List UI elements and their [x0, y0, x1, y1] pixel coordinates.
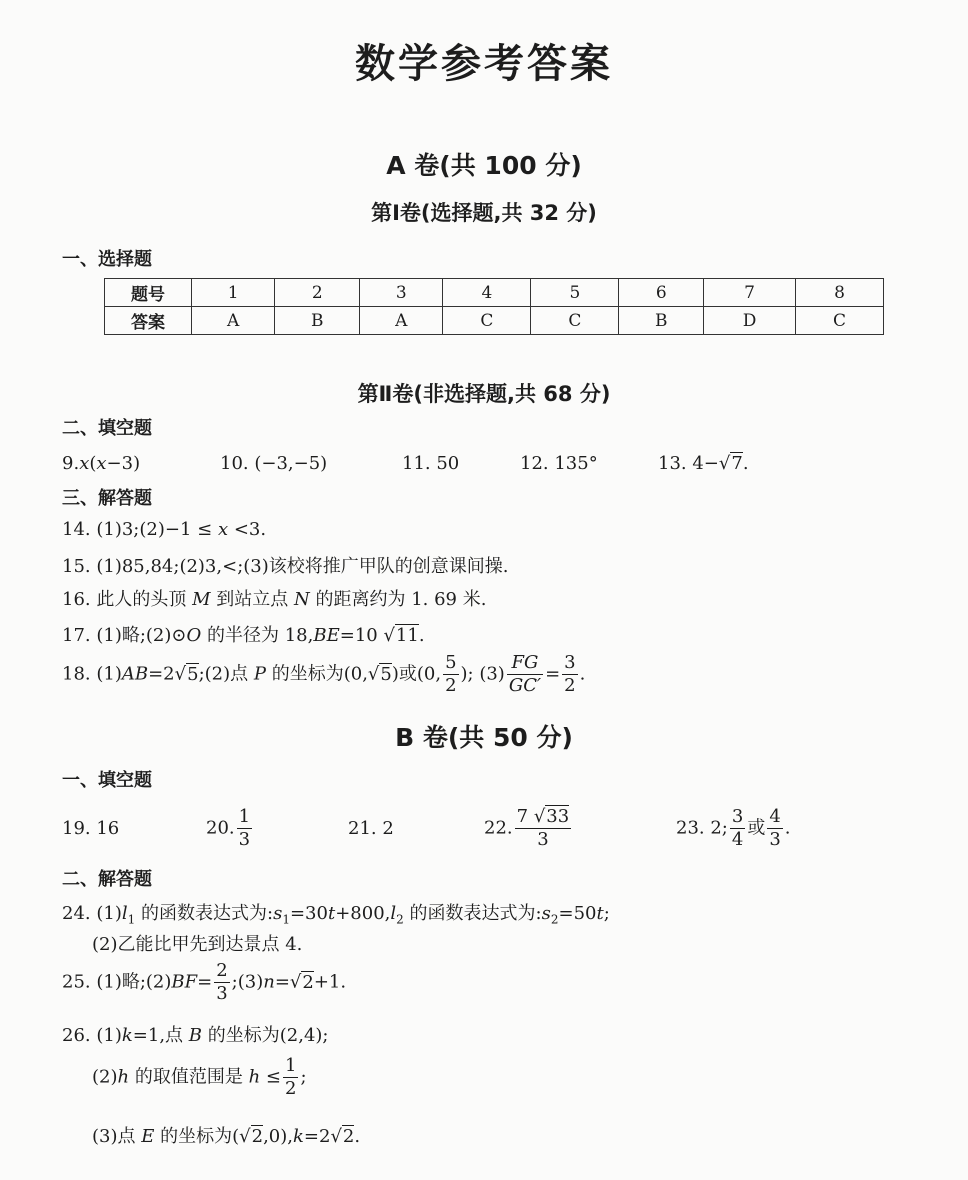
fraction: $\frac{2}{3}$ [216, 960, 228, 1004]
answer-13: 13. 4−√7. [658, 453, 749, 474]
answer-24: 24. $(1)l_1$ 的函数表达式为$:s_1=30t+800,l_2$ 的函数表达式为$:s_2=50t$; [62, 903, 610, 927]
section-b-title: B 卷(共 50 分) [395, 723, 573, 752]
table-header-cell: 题号 [105, 279, 192, 307]
choice-section-heading: 一、选择题 [62, 249, 152, 270]
table-cell: 7 [704, 279, 796, 307]
part-1-title: 第Ⅰ卷(选择题,共 32 分) [371, 201, 597, 225]
table-cell: 5 [531, 279, 619, 307]
table-cell: 4 [443, 279, 531, 307]
table-row [105, 279, 884, 307]
answer-21: 21. 2 [348, 818, 394, 839]
answer-25: 25. (1)略;(2)BF= $\frac{2}{3}$ ;(3)n=√2+1. [62, 960, 347, 1004]
table-cell: D [704, 307, 796, 335]
answer-26-part-3: (3)点 E 的坐标为(√2,0),k=2√2. [92, 1126, 361, 1147]
answer-19: 19. 16 [62, 818, 120, 839]
table-row [105, 307, 884, 335]
table-cell: A [192, 307, 275, 335]
fraction: $\frac{7 √33}{3}$ [516, 806, 570, 850]
fraction: $\frac{FG}{GC'}$ [508, 652, 542, 696]
answer-9: 9.x(x−3) [62, 453, 141, 474]
section-a-title: A 卷(共 100 分) [386, 151, 582, 180]
solve-section-heading: 三、解答题 [62, 488, 152, 509]
answer-26: 26. (1)k=1,点 B 的坐标为(2,4); [62, 1025, 329, 1046]
table-cell: 1 [192, 279, 275, 307]
table-cell: 3 [360, 279, 443, 307]
fraction: $\frac{1}{2}$ [284, 1055, 297, 1099]
answer-20: 20. $\frac{1}{3}$ [206, 806, 251, 850]
table-cell: C [531, 307, 619, 335]
answer-14: 14. (1)3;(2)−1 ≤ x <3. [62, 519, 267, 540]
answer-18: 18. (1)AB=2√5;(2)点 P 的坐标为(0,√5)或(0, $\frac{5}{2}$ ); (3) $\frac{FG}{GC'}$ = $\frac{3}{2}$ . [62, 652, 586, 696]
table-cell: 8 [796, 279, 884, 307]
answer-23: 23. 2; $\frac{3}{4}$ 或 $\frac{4}{3}$ . [676, 806, 791, 850]
fill-section-heading: 二、填空题 [62, 418, 152, 439]
answer-17: 17. (1)略;(2)⊙O 的半径为 18,BE=10 √11. [62, 625, 425, 646]
table-cell: C [796, 307, 884, 335]
fraction: $\frac{1}{3}$ [238, 806, 251, 850]
answer-11: 11. 50 [402, 453, 460, 474]
table-cell: 2 [275, 279, 360, 307]
fraction: $\frac{3}{4}$ [731, 806, 744, 850]
answer-12: 12. 135° [520, 453, 598, 474]
table-cell: B [275, 307, 360, 335]
fraction: $\frac{4}{3}$ [769, 806, 781, 850]
table-cell: A [360, 307, 443, 335]
answer-24-part-2: (2)乙能比甲先到达景点 4. [92, 934, 303, 955]
page-title: 数学参考答案 [355, 41, 613, 87]
answer-16: 16. 此人的头顶 M 到站立点 N 的距离约为 1. 69 米. [62, 589, 487, 610]
table-cell: 6 [619, 279, 704, 307]
fraction: $\frac{3}{2}$ [564, 652, 576, 696]
choice-answer-table [104, 278, 884, 335]
table-cell: C [443, 307, 531, 335]
table-header-cell: 答案 [105, 307, 192, 335]
table-cell: B [619, 307, 704, 335]
fraction: $\frac{5}{2}$ [445, 652, 457, 696]
b-fill-section-heading: 一、填空题 [62, 770, 152, 791]
answer-10: 10. (−3,−5) [220, 453, 328, 474]
answer-26-part-2: (2)h 的取值范围是 h ≤ $\frac{1}{2}$ ; [92, 1055, 307, 1099]
answer-22: 22. $\frac{7 √33}{3}$ [484, 806, 570, 850]
answer-15: 15. (1)85,84;(2)3,<;(3)该校将推广甲队的创意课间操. [62, 556, 509, 577]
b-solve-section-heading: 二、解答题 [62, 869, 152, 890]
part-2-title: 第Ⅱ卷(非选择题,共 68 分) [357, 382, 611, 406]
